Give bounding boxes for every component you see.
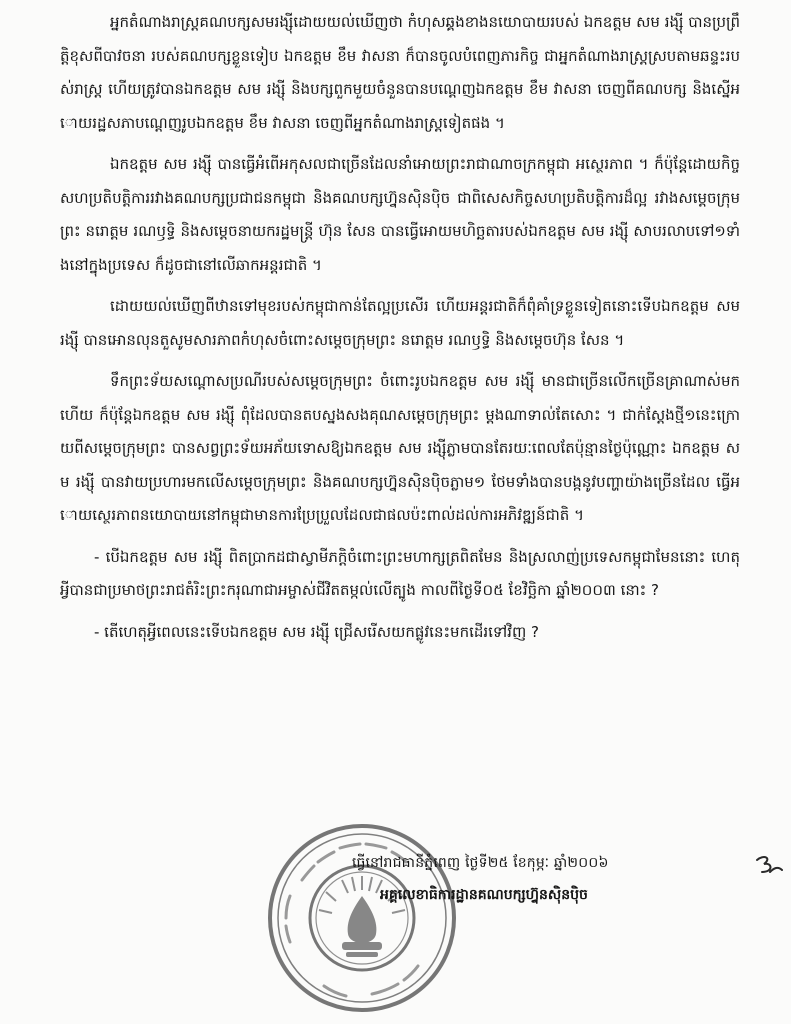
paragraph-2: ឯកឧត្តម សម រង្ស៊ី បានធ្វើអំពើអកុសលជាច្រើនដែលនាំអោយព្រះរាជាណាចក្រកម្ពុជា អស្ថេរភាព ។ ក៏ប៉ុន្តែដោយកិច្ចសហប្រតិបត្តិការរវាងគណបក្សប្រជាជនកម្ពុជា និងគណបក្សហ្វ៊ុនស៊ិនប៉ិច ជាពិសេសកិច្ចសហប្រតិបត្តិការដ៏ល្អ រវាងសម្តេចក្រុមព្រះ នរោត្តម រណឫទ្ធិ និងសម្តេចនាយករដ្ឋមន្ត្រី ហ៊ុន សែន បានធ្វើអោយមហិច្ឆតារបស់ឯកឧត្តម សម រង្ស៊ី សាបរលាបទៅ១ទាំងនៅក្នុងប្រទេស ក៏ដូចជានៅលើឆាកអន្តរជាតិ ។ [60,155,740,274]
handwritten-signature [754,852,784,878]
question-2: - តើហេតុអ្វីពេលនេះទើបឯកឧត្តម សម រង្ស៊ី ជ្រើសរើសយកផ្លូវនេះមកដើរទៅវិញ ? [94,622,539,641]
signature-block [352,852,752,906]
question-1: - បើឯកឧត្តម សម រង្ស៊ី ពិតប្រាកដជាស្វាមីភក្តិចំពោះព្រះមហាក្សត្រពិតមែន និងស្រលាញ់ប្រទេសកម្ពុជាមែននោះ ហេតុអ្វីបានជាប្រមាថព្រះរាជតំរិះព្រះករុណាជាអម្ចាស់ជីវិតតម្កល់លើត្បូង កាលពីថ្ងៃទី០៥ ខែវិច្ឆិកា ឆ្នាំ២០០៣ នោះ ? [60,547,740,599]
document-body [60,6,740,649]
paragraph-1: អ្នកតំណាងរាស្រ្តគណបក្សសមរង្ស៊ីដោយយល់ឃើញថា កំហុសឆ្គងខាងនយោបាយរបស់ ឯកឧត្តម សម រង្ស៊ី បានប្រព្រឹត្តិខុសពីបាវចនា របស់គណបក្សខ្លួនទៀប ឯកឧត្តម ខឹម វាសនា ក៏បានចូលបំពេញភារកិច្ច ជាអ្នកតំណាងរាស្រ្តស្របតាមឆន្ទះរបស់រាស្រ្ត ហើយត្រូវបានឯកឧត្តម សម រង្ស៊ី និងបក្សពួកមួយចំនួនបានបណ្តេញឯកឧត្តម ខឹម វាសនា ចេញពីគណបក្ស និងស្នើអោយរដ្ឋសភាបណ្តេញរូបឯកឧត្តម ខឹម វាសនា ចេញពីអ្នកតំណាងរាស្រ្តទៀតផង ។ [60,13,740,132]
paragraph-4: ទឹកព្រះទ័យសណ្តោសប្រណីរបស់សម្តេចក្រុមព្រះ ចំពោះរូបឯកឧត្តម សម រង្ស៊ី មានជាច្រើនលើកច្រើនគ្រាណាស់មកហើយ ក៏ប៉ុន្តែឯកឧត្តម សម រង្ស៊ី ពុំដែលបានតបស្នងសងគុណសម្តេចក្រុមព្រះ ម្តងណាទាល់តែសោះ ។ ជាក់ស្តែងថ្មី១នេះក្រោយពីសម្តេចក្រុមព្រះ បានសព្វព្រះទ័យអភ័យទោសឱ្យឯកឧត្តម សម រង្ស៊ីភ្លាមបានតែរយៈពេលតែប៉ុន្មានថ្ងៃប៉ុណ្ណោះ ឯកឧត្តម សម រង្ស៊ី បានវាយប្រហារមកលើសម្តេចក្រុមព្រះ និងគណបក្សហ្វ៊ុនស៊ិនប៉ិចភ្លាម១ ថែមទាំងបានបង្កនូវបញ្ហាយ៉ាងច្រើនដែល ធ្វើអោយស្ថេរភាពនយោបាយនៅកម្ពុជាមានការប្រែប្រួលដែលជាផលប៉ះពាល់ដល់ការអភិវឌ្ឍន៍ជាតិ ។ [60,372,740,524]
signatory: អគ្គលេខាធិការដ្ឋានគណបក្សហ្វ៊ុនស៊ិនប៉ិច [380,887,588,903]
paragraph-3: ដោយយល់ឃើញពីឋានទៅមុខរបស់កម្ពុជាកាន់តែល្អប្រសើរ ហើយអន្តរជាតិក៏ពុំគាំទ្រខ្លួនទៀតនោះទើបឯកឧត្តម សម រង្ស៊ី បានអោនលុនតួសូមសារភាពកំហុសចំពោះសម្តេចក្រុមព្រះ នរោត្តម រណឫទ្ធិ និងសម្តេចហ៊ុន សែន ។ [60,297,740,349]
party-seal-stamp [262,818,462,1018]
date-line: ធ្វើនៅរាជធានីភ្នំពេញ ថ្ងៃទី២៥ ខែកុម្ភៈ ឆ្នាំ២០០៦ [352,855,609,871]
